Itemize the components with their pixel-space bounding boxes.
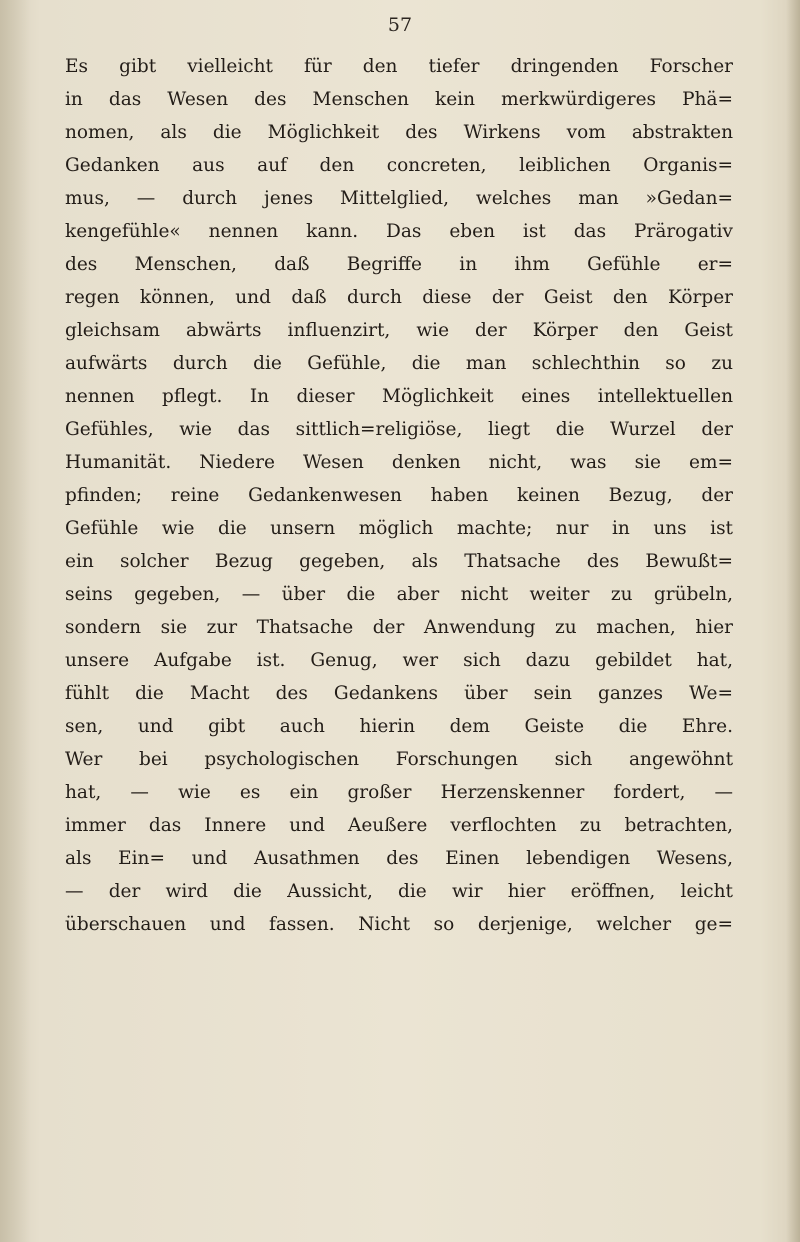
page-number: 57: [387, 14, 413, 36]
text-line: sen, und gibt auch hierin dem Geiste die Ehre.: [65, 716, 733, 737]
text-line: ein solcher Bezug gegeben, als Thatsache des Bewußt=: [65, 551, 733, 572]
text-line: aufwärts durch die Gefühle, die man schlechthin so zu: [65, 353, 733, 374]
page-shadow-left: [0, 0, 30, 1242]
text-line: Wer bei psychologischen Forschungen sich angewöhnt: [65, 749, 733, 770]
text-line: gleichsam abwärts influenzirt, wie der Körper den Geist: [65, 320, 733, 341]
text-line: immer das Innere und Aeußere verflochten zu betrachten,: [65, 815, 733, 836]
page-shadow-right: [786, 0, 800, 1242]
text-line: überschauen und fassen. Nicht so derjenige, welcher ge=: [65, 914, 733, 935]
text-line: mus, — durch jenes Mittelglied, welches man »Gedan=: [65, 188, 733, 209]
text-line: regen können, und daß durch diese der Geist den Körper: [65, 287, 733, 308]
text-line: fühlt die Macht des Gedankens über sein ganzes We=: [65, 683, 733, 704]
text-line: Humanität. Niedere Wesen denken nicht, was sie em=: [65, 452, 733, 473]
text-line: des Menschen, daß Begriffe in ihm Gefühle er=: [65, 254, 733, 275]
text-line: — der wird die Aussicht, die wir hier eröffnen, leicht: [65, 881, 733, 902]
text-line: nennen pflegt. In dieser Möglichkeit eines intellektuellen: [65, 386, 733, 407]
text-line: nomen, als die Möglichkeit des Wirkens vom abstrakten: [65, 122, 733, 143]
text-line: als Ein= und Ausathmen des Einen lebendigen Wesens,: [65, 848, 733, 869]
text-line: Gedanken aus auf den concreten, leiblichen Organis=: [65, 155, 733, 176]
text-line: Es gibt vielleicht für den tiefer dringenden Forscher: [65, 56, 733, 77]
text-line: Gefühle wie die unsern möglich machte; nur in uns ist: [65, 518, 733, 539]
text-line: seins gegeben, — über die aber nicht weiter zu grübeln,: [65, 584, 733, 605]
text-line: Gefühles, wie das sittlich=religiöse, liegt die Wurzel der: [65, 419, 733, 440]
text-line: kengefühle« nennen kann. Das eben ist das Prärogativ: [65, 221, 733, 242]
text-line: hat, — wie es ein großer Herzenskenner fordert, —: [65, 782, 733, 803]
body-text: [65, 50, 733, 941]
text-line: unsere Aufgabe ist. Genug, wer sich dazu gebildet hat,: [65, 650, 733, 671]
text-line: sondern sie zur Thatsache der Anwendung zu machen, hier: [65, 617, 733, 638]
text-line: in das Wesen des Menschen kein merkwürdigeres Phä=: [65, 89, 733, 110]
text-line: pfinden; reine Gedankenwesen haben keinen Bezug, der: [65, 485, 733, 506]
